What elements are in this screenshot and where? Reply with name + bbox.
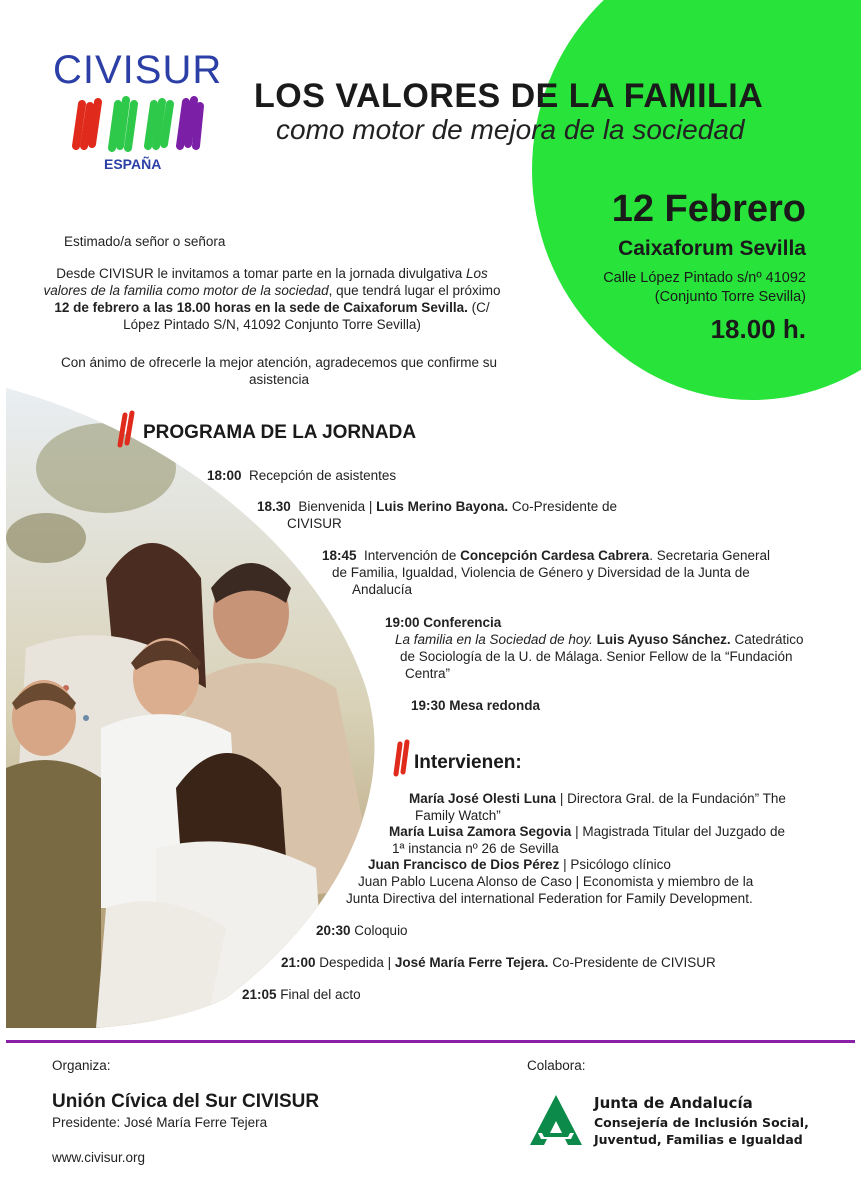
speaker-role: | Magistrada Titular del Juzgado de — [571, 824, 785, 839]
speaker-name: Concepción Cardesa Cabrera — [460, 548, 650, 563]
speaker-item — [389, 823, 785, 857]
junta-andalucia-logo-icon — [528, 1093, 584, 1147]
event-address-line2: (Conjunto Torre Sevilla) — [654, 289, 806, 305]
organizer-president: Presidente: José María Ferre Tejera — [52, 1115, 268, 1130]
schedule-item — [411, 697, 540, 714]
schedule-text: Coloquio — [350, 923, 408, 938]
speaker-name: Luis Ayuso Sánchez. — [596, 632, 731, 647]
speaker-role: | Directora Gral. de la Fundación” The — [556, 791, 786, 806]
collaborator-label: Colabora: — [527, 1058, 586, 1073]
speaker-role-cont: CIVISUR — [287, 516, 342, 531]
program-heading-text: PROGRAMA DE LA JORNADA — [143, 422, 417, 443]
event-venue: Caixaforum Sevilla — [618, 237, 806, 260]
schedule-item — [257, 498, 617, 532]
rsvp-paragraph: Con ánimo de ofrecerle la mejor atención, agradecemos que confirme su asistencia — [61, 355, 497, 387]
schedule-item — [385, 614, 803, 682]
event-address-line1: Calle López Pintado s/nº 41092 — [603, 270, 806, 286]
schedule-time: 21:05 — [242, 987, 277, 1002]
greeting: Estimado/a señor o señora — [64, 234, 226, 249]
subtitle: como motor de mejora de la sociedad — [276, 114, 745, 145]
schedule-text: Final del acto — [276, 987, 361, 1002]
brush-strokes-icon — [68, 90, 208, 154]
speaker-line: Juan Pablo Lucena Alonso de Caso | Economista y miembro de la — [358, 874, 754, 889]
schedule-time: 21:00 — [281, 955, 316, 970]
p1-text-a: Desde CIVISUR le invitamos a tomar parte en la jornada divulgativa — [56, 266, 466, 281]
schedule-time: 18:45 — [322, 548, 357, 563]
red-brush-icon — [392, 738, 412, 778]
speaker-item — [409, 790, 786, 824]
organizer-label: Organiza: — [52, 1058, 111, 1073]
speaker-role: . Secretaria General — [649, 548, 770, 563]
schedule-text: 19:30 Mesa redonda — [411, 698, 541, 713]
civisur-logo — [48, 48, 223, 178]
schedule-text: Despedida | — [315, 955, 395, 970]
logo-subtext: ESPAÑA — [104, 156, 162, 172]
footer-divider — [6, 1040, 855, 1043]
speaker-role-cont: 1ª instancia nº 26 de Sevilla — [392, 841, 559, 856]
event-date: 12 Febrero — [611, 188, 806, 230]
speaker-role: Co-Presidente de — [508, 499, 617, 514]
main-title: LOS VALORES DE LA FAMILIA — [254, 77, 764, 115]
schedule-item — [281, 954, 716, 971]
speaker-role-cont: Andalucía — [352, 582, 413, 597]
schedule-text: Bienvenida | — [298, 499, 377, 514]
logo-text: CIVISUR — [53, 48, 223, 92]
red-brush-icon — [116, 409, 138, 449]
event-time: 18.00 h. — [710, 314, 806, 344]
invitation-paragraph — [37, 265, 507, 333]
schedule-time: 18.30 — [257, 499, 291, 514]
speaker-item — [368, 856, 671, 873]
speaker-role-cont: Centra” — [405, 666, 451, 681]
collaborator-name: Junta de Andalucía — [594, 1094, 753, 1112]
schedule-item — [207, 467, 396, 484]
speakers-heading-text: Intervienen: — [414, 752, 522, 773]
speaker-line: Junta Directiva del international Federation for Family Development. — [346, 891, 753, 906]
speaker-role: Co-Presidente de CIVISUR — [548, 955, 716, 970]
schedule-text: Intervención de — [364, 548, 461, 563]
organizer-name: Unión Cívica del Sur CIVISUR — [52, 1091, 320, 1112]
organizer-website[interactable]: www.civisur.org — [52, 1150, 146, 1165]
speakers-heading — [392, 738, 522, 783]
speaker-name: María Luisa Zamora Segovia — [389, 824, 572, 839]
p1-text-c: (C/ López Pintado S/N, 41092 Conjunto Torre Sevilla) — [123, 300, 490, 332]
speaker-name: Luis Merino Bayona. — [376, 499, 509, 514]
schedule-item — [322, 547, 770, 598]
conference-title: La familia en la Sociedad de hoy. — [395, 632, 593, 647]
speaker-role-cont: Family Watch” — [415, 808, 501, 823]
schedule-item — [316, 922, 408, 939]
speaker-item — [346, 873, 753, 907]
speaker-role: | Psicólogo clínico — [559, 857, 671, 872]
collaborator-dept-line2: Juventud, Familias e Igualdad — [594, 1132, 803, 1147]
speaker-name: Juan Francisco de Dios Pérez — [368, 857, 560, 872]
speaker-name: María José Olesti Luna — [409, 791, 557, 806]
schedule-text: Recepción de asistentes — [249, 468, 397, 483]
speaker-role: Catedrático — [730, 632, 804, 647]
schedule-time: 20:30 — [316, 923, 351, 938]
speaker-name: José María Ferre Tejera. — [394, 955, 549, 970]
p1-text-b: , que tendrá lugar el próximo — [328, 283, 501, 298]
schedule-time: 18:00 — [207, 468, 242, 483]
speaker-role-cont: de Sociología de la U. de Málaga. Senior Fellow de la “Fundación — [400, 649, 793, 664]
p1-event-title: Los valores de la familia como motor de la sociedad — [43, 266, 488, 298]
collaborator-dept-line1: Consejería de Inclusión Social, — [594, 1115, 809, 1130]
speaker-role-cont: de Familia, Igualdad, Violencia de Género y Diversidad de la Junta de — [332, 565, 750, 580]
schedule-item — [242, 986, 361, 1003]
p1-date-venue: 12 de febrero a las 18.00 horas en la sede de Caixaforum Sevilla. — [54, 300, 468, 315]
conference-heading: 19:00 Conferencia — [385, 615, 502, 630]
